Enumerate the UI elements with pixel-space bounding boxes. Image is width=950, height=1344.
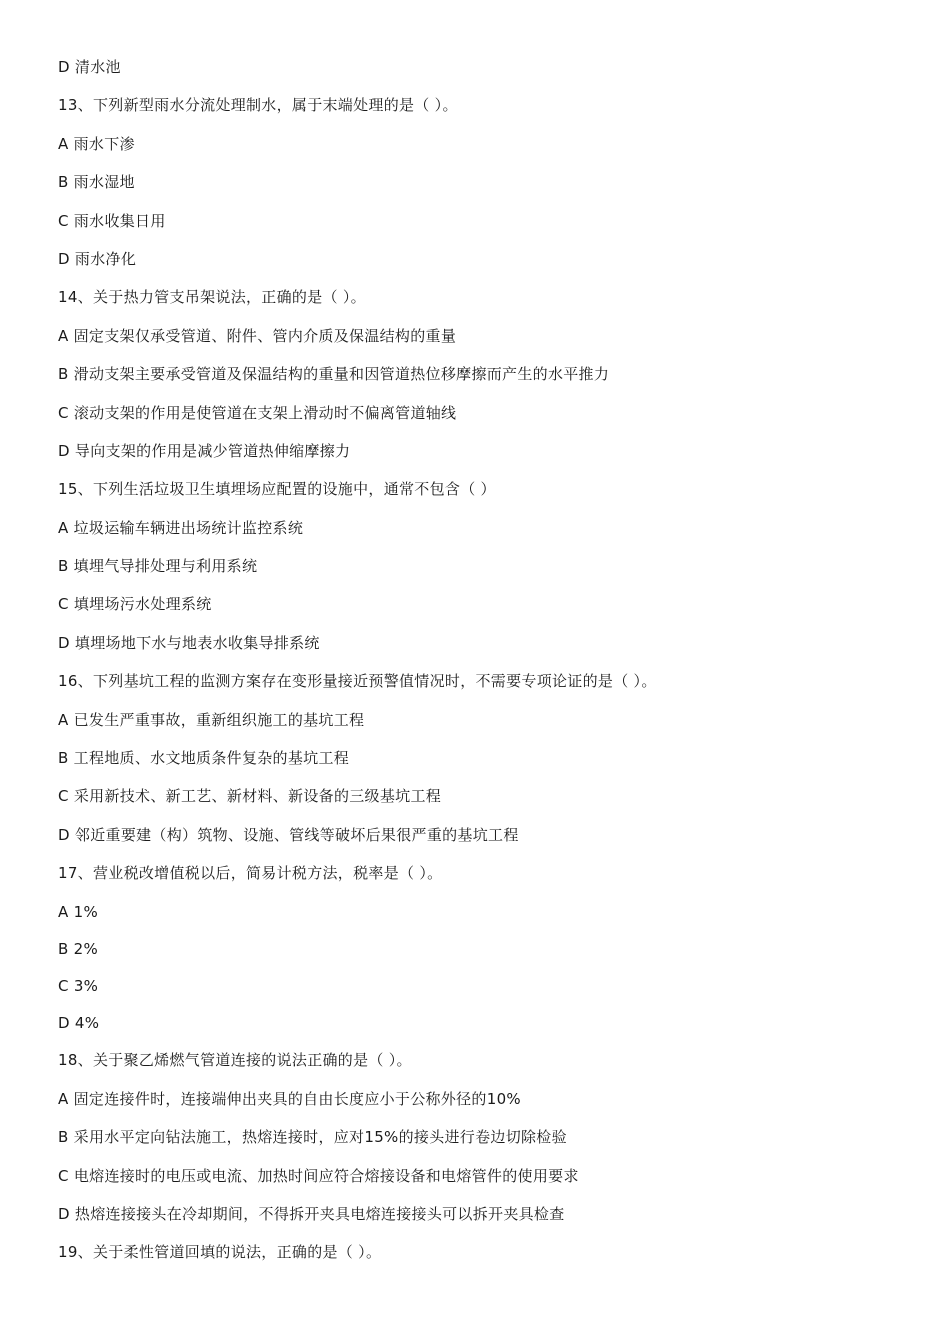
option-a-q15: A 垃圾运输车辆进出场统计监控系统 bbox=[58, 518, 304, 537]
option-a-q18: A 固定连接件时，连接端伸出夹具的自由长度应小于公称外径的10% bbox=[58, 1089, 521, 1108]
option-b-q16: B 工程地质、水文地质条件复杂的基坑工程 bbox=[58, 749, 350, 768]
option-c-q15: C 填埋场污水处理系统 bbox=[58, 595, 212, 614]
option-c-q16: C 采用新技术、新工艺、新材料、新设备的三级基坑工程 bbox=[58, 787, 442, 806]
question-17: 17、营业税改增值税以后，简易计税方法，税率是（ ）。 bbox=[58, 864, 443, 883]
option-b-q14: B 滑动支架主要承受管道及保温结构的重量和因管道热位移摩擦而产生的水平推力 bbox=[58, 365, 610, 384]
option-b-q18: B 采用水平定向钻法施工，热熔连接时，应对15%的接头进行卷边切除检验 bbox=[58, 1128, 567, 1147]
question-13: 13、下列新型雨水分流处理制水，属于末端处理的是（ ）。 bbox=[58, 96, 458, 115]
question-16: 16、下列基坑工程的监测方案存在变形量接近预警值情况时，不需要专项论证的是（ ）。 bbox=[58, 672, 657, 691]
option-d-q16: D 邻近重要建（构）筑物、设施、管线等破坏后果很严重的基坑工程 bbox=[58, 825, 519, 844]
option-d-q17: D 4% bbox=[58, 1014, 100, 1033]
option-a-q17: A 1% bbox=[58, 902, 99, 921]
option-a-q16: A 已发生严重事故，重新组织施工的基坑工程 bbox=[58, 710, 365, 729]
option-c-q18: C 电熔连接时的电压或电流、加热时间应符合熔接设备和电熔管件的使用要求 bbox=[58, 1166, 579, 1185]
option-d-q13: D 雨水净化 bbox=[58, 249, 137, 268]
option-c-q13: C 雨水收集日用 bbox=[58, 211, 166, 230]
option-d-q14: D 导向支架的作用是减少管道热伸缩摩擦力 bbox=[58, 441, 351, 460]
option-b-q17: B 2% bbox=[58, 939, 99, 958]
question-14: 14、关于热力管支吊架说法，正确的是（ ）。 bbox=[58, 288, 366, 307]
option-c-q17: C 3% bbox=[58, 976, 99, 995]
option-b-q13: B 雨水湿地 bbox=[58, 173, 135, 192]
question-15: 15、下列生活垃圾卫生填埋场应配置的设施中，通常不包含（ ） bbox=[58, 480, 496, 499]
document-page bbox=[58, 52, 918, 1276]
option-d-q12: D 清水池 bbox=[58, 58, 121, 76]
option-a-q13: A 雨水下渗 bbox=[58, 134, 135, 153]
option-d-q15: D 填埋场地下水与地表水收集导排系统 bbox=[58, 633, 320, 652]
question-19: 19、关于柔性管道回填的说法，正确的是（ ）。 bbox=[58, 1243, 382, 1262]
option-a-q14: A 固定支架仅承受管道、附件、管内介质及保温结构的重量 bbox=[58, 326, 457, 345]
option-d-q18: D 热熔连接接头在冷却期间，不得拆开夹具电熔连接接头可以拆开夹具检查 bbox=[58, 1204, 565, 1223]
option-b-q15: B 填埋气导排处理与利用系统 bbox=[58, 557, 258, 576]
option-c-q14: C 滚动支架的作用是使管道在支架上滑动时不偏离管道轴线 bbox=[58, 403, 457, 422]
question-18: 18、关于聚乙烯燃气管道连接的说法正确的是（ ）。 bbox=[58, 1051, 412, 1070]
